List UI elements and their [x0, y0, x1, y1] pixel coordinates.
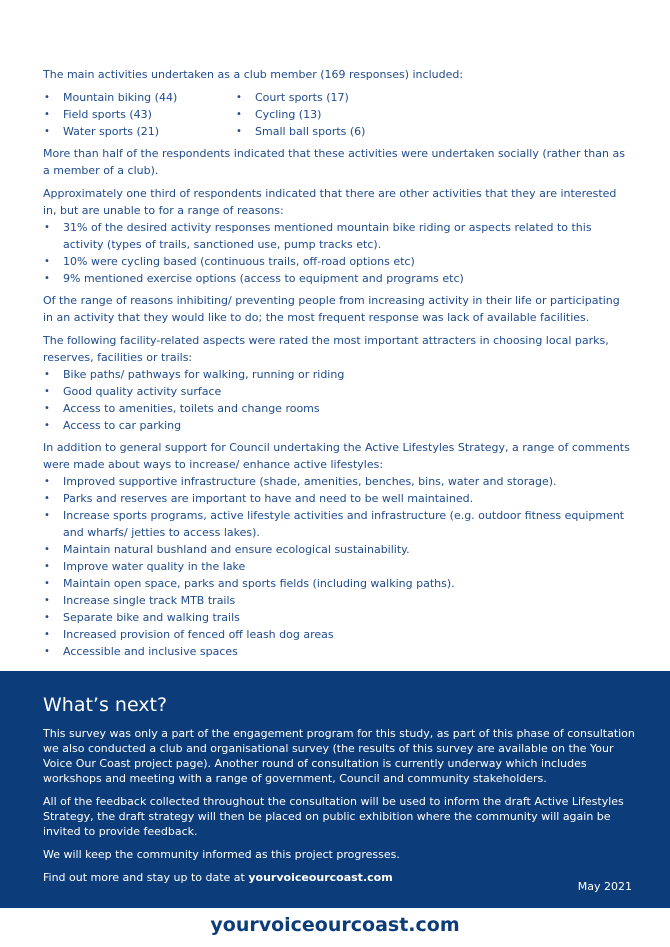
publication-date: May 2021 [577, 880, 632, 893]
list-item: • Court sports (17) [235, 89, 435, 106]
other-interests-list [43, 219, 633, 287]
facilities-intro: The following facility-related aspects were rated the most important attracters in choosing local parks, reserves, facilities or trails: [43, 334, 609, 364]
whats-next-heading: What’s next? [43, 694, 168, 716]
list-item: • Increase sports programs, active lifestyle activities and infrastructure (e.g. outdoor fitness equipment and wharfs/ jetties to access lakes). [43, 507, 633, 541]
list-item: • Separate bike and walking trails [43, 609, 633, 626]
whats-next-panel [0, 671, 670, 908]
find-out-more [43, 870, 638, 885]
list-item: • Cycling (13) [235, 106, 435, 123]
comments-list [43, 473, 633, 660]
list-item: • 31% of the desired activity responses mentioned mountain bike riding or aspects related to this activity (types of trails, sanctioned use, pump tracks etc). [43, 219, 633, 253]
inhibiting-paragraph: Of the range of reasons inhibiting/ preventing people from increasing activity in their life or participating in an activity that they would like to do; the most frequent response was lack of available facilities. [43, 294, 620, 324]
list-item: • Improved supportive infrastructure (shade, amenities, benches, bins, water and storage). [43, 473, 633, 490]
activities-col-2 [235, 89, 435, 140]
list-item: • Access to car parking [43, 417, 633, 434]
list-item: • Parks and reserves are important to have and need to be well maintained. [43, 490, 633, 507]
list-item: • Increased provision of fenced off leash dog areas [43, 626, 633, 643]
list-item: • Increase single track MTB trails [43, 592, 633, 609]
find-out-more-link[interactable]: yourvoiceourcoast.com [248, 871, 393, 884]
comments-intro: In addition to general support for Council undertaking the Active Lifestyles Strategy, a range of comments were made about ways to increase/ enhance active lifestyles: [43, 441, 630, 471]
social-paragraph: More than half of the respondents indicated that these activities were undertaken socially (rather than as a member of a club). [43, 147, 625, 177]
list-item: • Bike paths/ pathways for walking, running or riding [43, 366, 633, 383]
other-interests-intro: Approximately one third of respondents indicated that there are other activities that they are interested in, but are unable to for a range of reasons: [43, 187, 617, 217]
list-item: • 10% were cycling based (continuous trails, off-road options etc) [43, 253, 633, 270]
facilities-list [43, 366, 633, 434]
footer-url[interactable]: yourvoiceourcoast.com [210, 914, 460, 936]
list-item: • Improve water quality in the lake [43, 558, 633, 575]
whats-next-content [43, 693, 638, 893]
whats-next-paragraph-2: All of the feedback collected throughout the consultation will be used to inform the draft Active Lifestyles Strategy, the draft strategy will then be placed on public exhibition where the community will again be invited to provide feedback. [43, 795, 624, 838]
list-item: • Good quality activity surface [43, 383, 633, 400]
list-item: • Field sports (43) [43, 106, 235, 123]
activities-list [43, 89, 633, 140]
list-item: • Maintain open space, parks and sports fields (including walking paths). [43, 575, 633, 592]
list-item: • Accessible and inclusive spaces [43, 643, 633, 660]
activities-col-1 [43, 89, 235, 140]
whats-next-paragraph-3: We will keep the community informed as this project progresses. [43, 848, 400, 861]
main-content [43, 66, 633, 665]
list-item: • Small ball sports (6) [235, 123, 435, 140]
list-item: • Access to amenities, toilets and change rooms [43, 400, 633, 417]
activities-intro: The main activities undertaken as a club member (169 responses) included: [43, 68, 464, 81]
list-item: • 9% mentioned exercise options (access to equipment and programs etc) [43, 270, 633, 287]
whats-next-paragraph-1: This survey was only a part of the engagement program for this study, as part of this phase of consultation we also conducted a club and organisational survey (the results of this survey are available on the Your Voice Our Coast project page). Another round of consultation is currently underway which includes workshops and meeting with a range of government, Council and community stakeholders. [43, 727, 635, 785]
list-item: • Maintain natural bushland and ensure ecological sustainability. [43, 541, 633, 558]
list-item: • Water sports (21) [43, 123, 235, 140]
list-item: • Mountain biking (44) [43, 89, 235, 106]
find-out-more-text: Find out more and stay up to date at [43, 871, 249, 884]
